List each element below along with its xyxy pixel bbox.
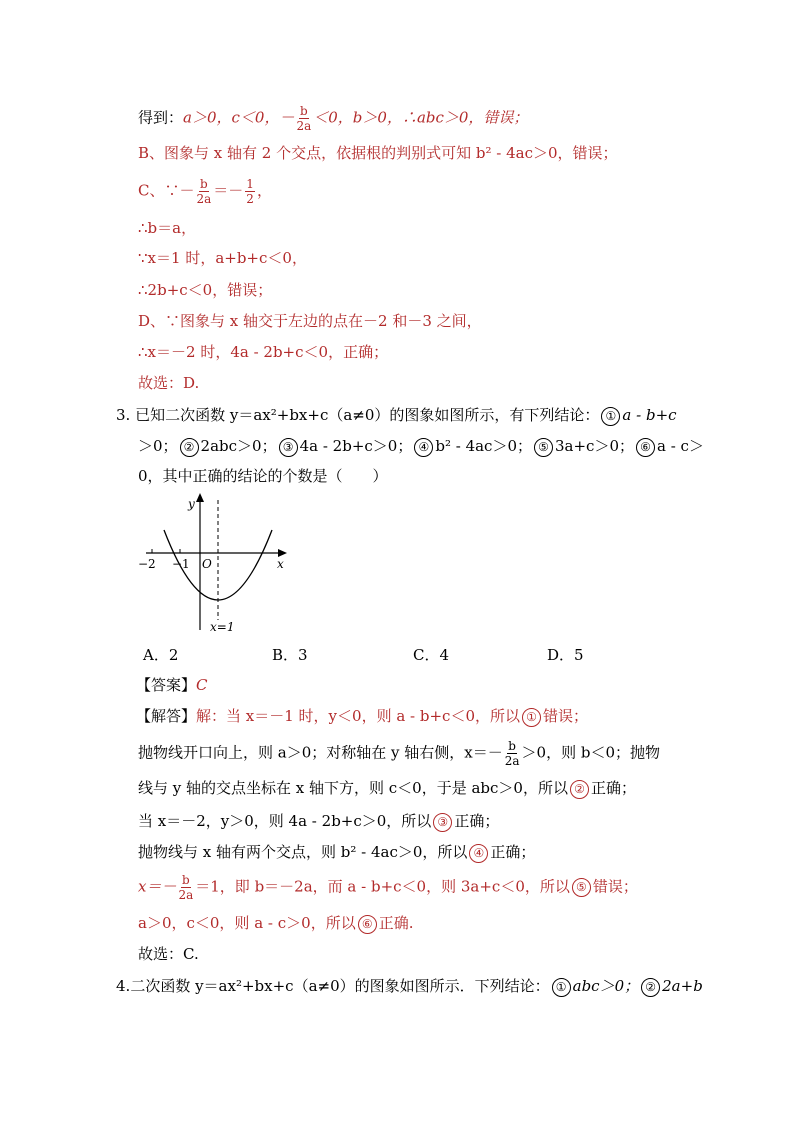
y-label: y <box>188 497 195 511</box>
option-a[interactable]: A．2 <box>143 646 179 664</box>
question-number: 3. <box>116 406 131 424</box>
solution-line-9: 故选：D. <box>138 374 200 392</box>
solution-3-line-4: 当 x＝－2，y＞0，则 4a - 2b+c＞0，所以 ③ 正确； <box>138 812 500 830</box>
solution-3-line-6: x＝－ $\frac{b}{2a}$ ＝1，即 b＝－2a，而 a - b+c＜0，则 3a+c＜0，所以 ⑤ 错误； <box>138 873 638 902</box>
question-3-line-1: 3. 已知二次函数 y＝ax²+bx+c（a≠0）的图象如图所示，有下列结论： ① a - b+c <box>116 406 677 424</box>
solution-line-4: ∴b＝a， <box>138 219 197 237</box>
solution-3-line-1: 【解答】解：当 x＝－1 时，y＜0，则 a - b+c＜0，所以 ① 错误； <box>136 707 589 725</box>
option-b[interactable]: B．3 <box>272 646 308 664</box>
answer-line: 【答案】C <box>136 676 208 694</box>
tick-neg1-label: −1 <box>172 557 190 571</box>
solution-line-5: ∵x＝1 时，a+b+c＜0， <box>138 249 307 267</box>
question-4-line-1: 4.二次函数 y＝ax²+bx+c（a≠0）的图象如图所示．下列结论： ① abc＞0； ② 2a+b <box>116 977 703 995</box>
solution-3-line-7: a＞0，c＜0，则 a - c＞0，所以 ⑥ 正确. <box>138 914 414 932</box>
tick-neg2-label: −2 <box>138 557 156 571</box>
x-axis-arrow <box>278 549 287 557</box>
question-3-line-3: 0，其中正确的结论的个数是（ ） <box>138 467 388 485</box>
solution-line-1: 得到：a＞0，c＜0，－ $\frac{b}{2a}$ ＜0，b＞0，∴abc＞0，错误； <box>138 104 529 133</box>
solution-3-line-2: 抛物线开口向上，则 a＞0；对称轴在 y 轴右侧，x＝－ $\frac{b}{2a}$ ＞0，则 b＜0；抛物 <box>138 739 660 768</box>
solution-line-7: D、∵图象与 x 轴交于左边的点在－2 和－3 之间， <box>138 312 482 330</box>
option-d[interactable]: D．5 <box>547 646 584 664</box>
solution-3-line-5: 抛物线与 x 轴有两个交点，则 b² - 4ac＞0，所以 ④ 正确； <box>138 843 536 861</box>
question-3-line-2: ＞0； ② 2abc＞0； ③ 4a - 2b+c＞0； ④ b² - 4ac＞0； ⑤ 3a+c＞0； ⑥ a - c＞ <box>138 437 704 455</box>
solution-line-6: ∴2b+c＜0，错误； <box>138 281 273 299</box>
solution-line-8: ∴x＝－2 时，4a - 2b+c＜0，正确； <box>138 343 389 361</box>
solution-3-line-8: 故选：C. <box>138 945 199 963</box>
symmetry-axis-label: x=1 <box>210 620 235 634</box>
origin-label: O <box>202 557 212 571</box>
question-number: 4. <box>116 977 131 995</box>
solution-3-line-3: 线与 y 轴的交点坐标在 x 轴下方，则 c＜0，于是 abc＞0，所以 ② 正确； <box>138 779 636 797</box>
parabola-graph <box>130 490 300 640</box>
solution-line-2: B、图象与 x 轴有 2 个交点，依据根的判别式可知 b² - 4ac＞0，错误； <box>138 144 618 162</box>
option-c[interactable]: C．4 <box>413 646 450 664</box>
y-axis-arrow <box>196 493 204 502</box>
x-label: x <box>277 557 284 571</box>
solution-line-3: C、∵－ $\frac{b}{2a}$ ＝－ $\frac{1}{2}$ ， <box>138 177 272 206</box>
